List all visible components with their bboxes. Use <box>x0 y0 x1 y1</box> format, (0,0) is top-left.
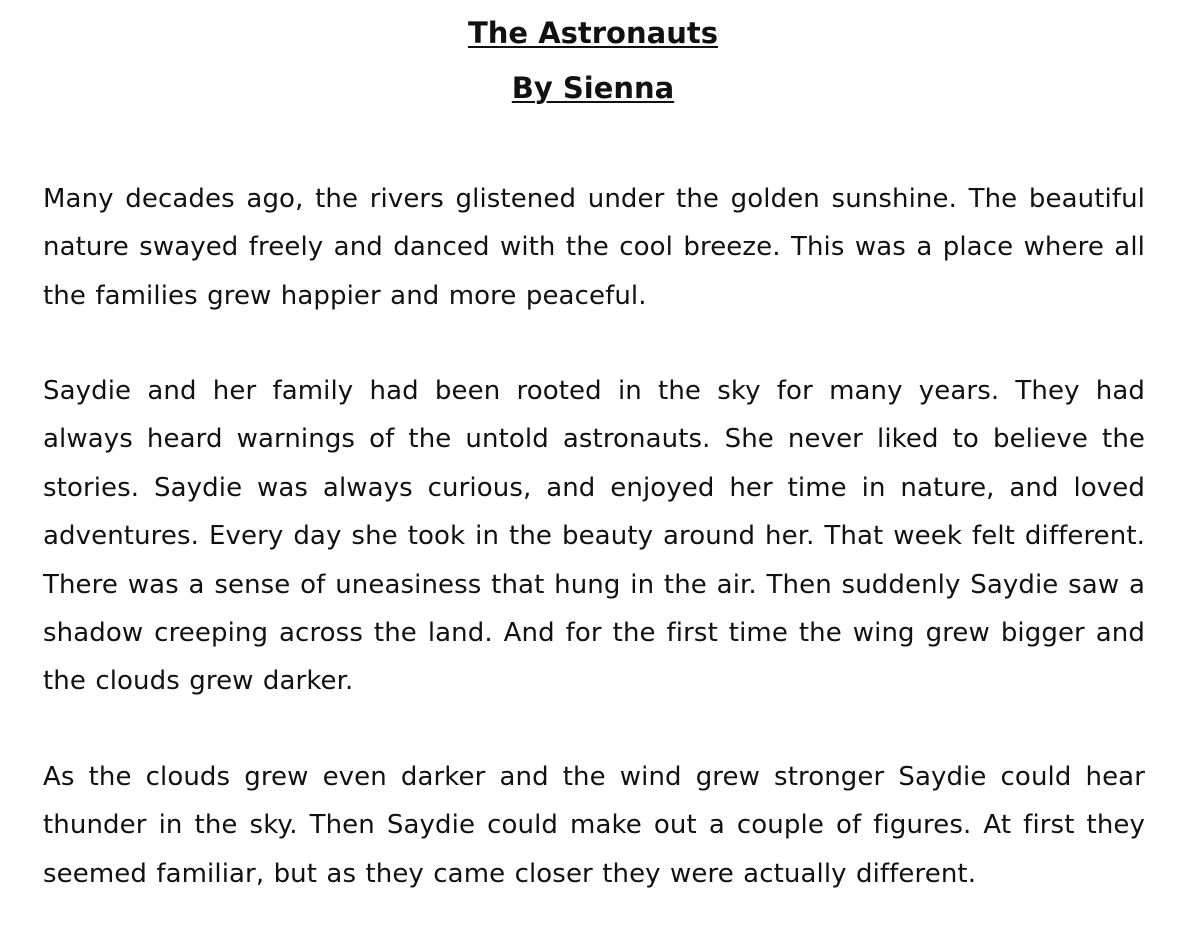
paragraph-1: Many decades ago, the rivers glistened under the golden sunshine. The beautiful nature swayed freely and danced with the cool breeze. This was a place where all the families grew happier and more peaceful. <box>43 184 1145 311</box>
story-author: By Sienna <box>511 71 675 105</box>
story-title: The Astronauts <box>468 16 718 50</box>
document-page <box>43 0 1145 945</box>
paragraph-2: Saydie and her family had been rooted in the sky for many years. They had always heard warnings of the untold astronauts. She never liked to believe the stories. Saydie was always curious, and enjoyed her time in nature, and loved adventures. Every day she took in the beauty around her. That week felt different. There was a sense of uneasiness that hung in the air. Then suddenly Saydie saw a shadow creeping across the land. And for the first time the wing grew bigger and the clouds grew darker. <box>43 376 1145 697</box>
paragraph-3: As the clouds grew even darker and the wind grew stronger Saydie could hear thunder in the sky. Then Saydie could make out a couple of figures. At first they seemed familiar, but as they came closer they were actually different. <box>43 762 1145 889</box>
title-block <box>0 0 1186 116</box>
